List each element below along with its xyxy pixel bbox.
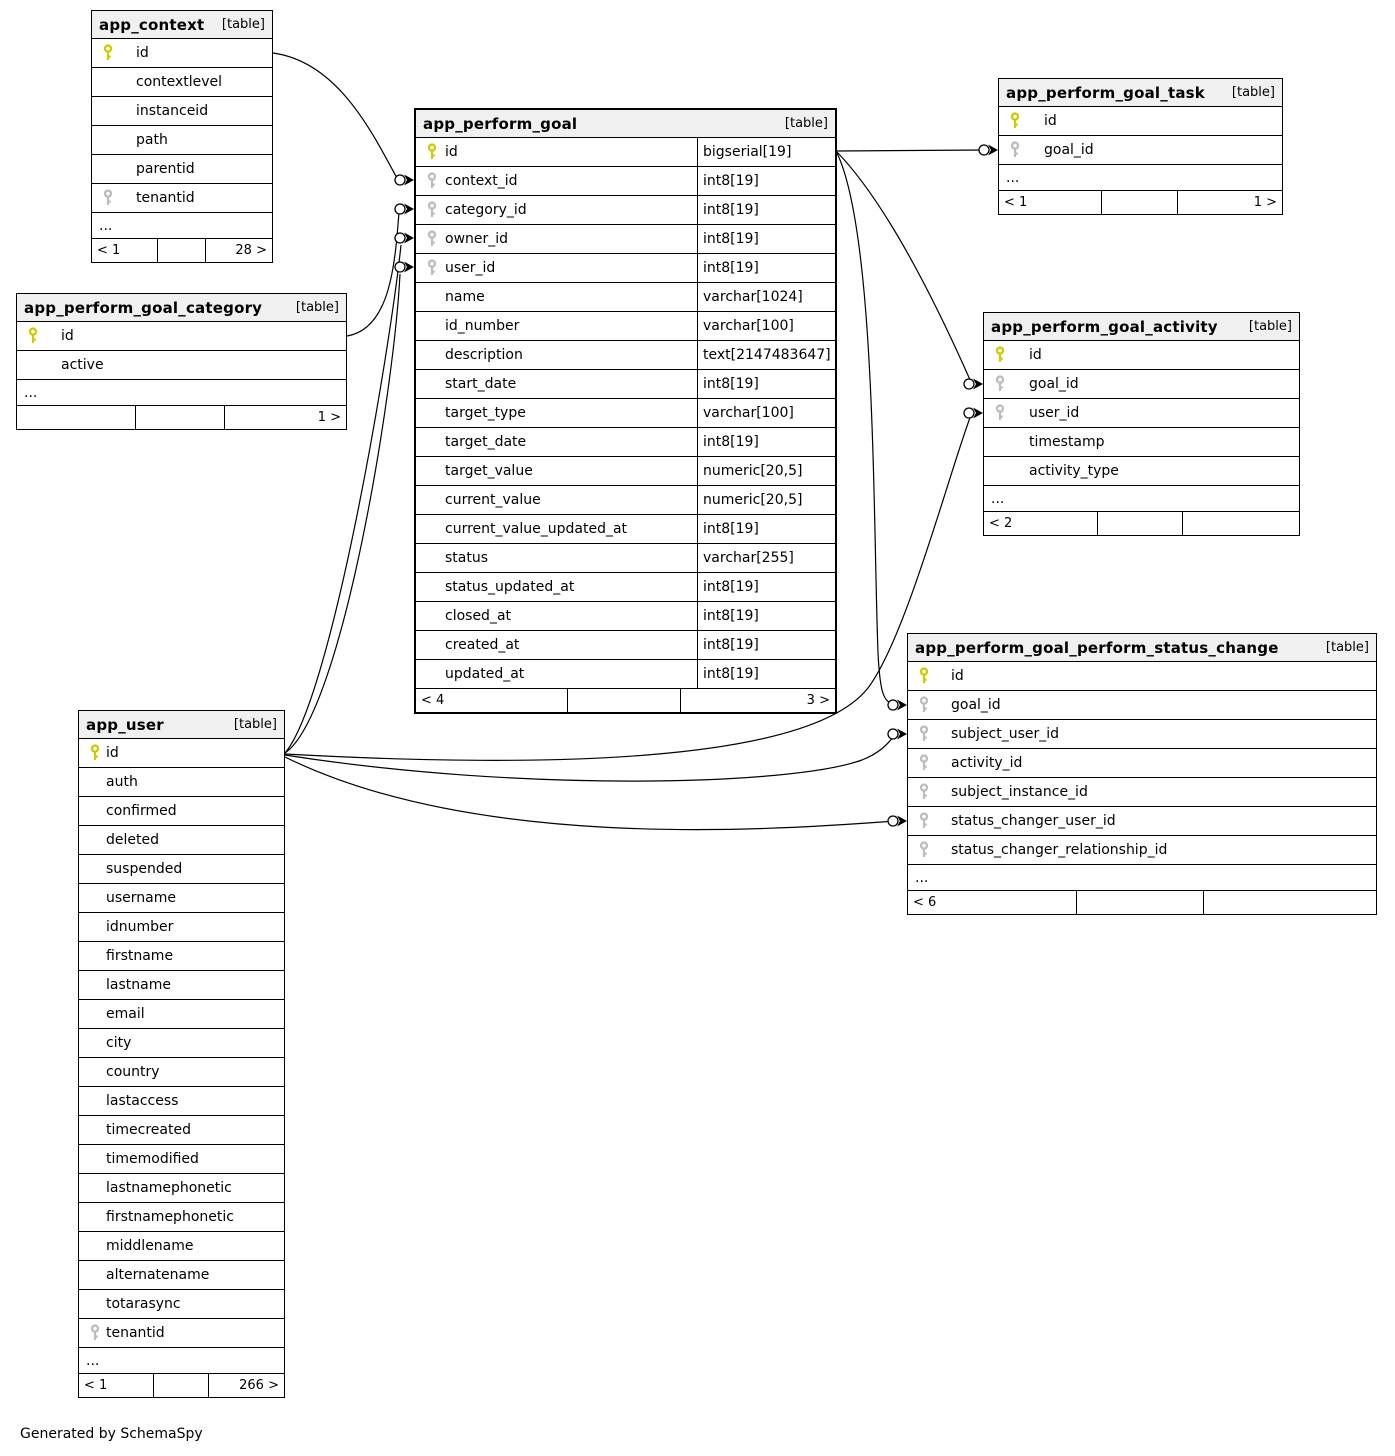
column-type: int8[19] xyxy=(697,573,835,601)
footer-parent-count: < 1 xyxy=(1004,195,1028,210)
foreign-key-icon xyxy=(1009,141,1021,159)
column-type: int8[19] xyxy=(697,167,835,195)
column-row-subject_instance_id xyxy=(908,778,1376,807)
foreign-key-icon xyxy=(918,696,930,714)
column-name: description xyxy=(445,347,523,363)
foreign-key-icon xyxy=(426,201,438,219)
column-row-current_value_updated_at xyxy=(416,515,835,544)
column-name: created_at xyxy=(445,637,520,653)
column-name: category_id xyxy=(445,202,527,218)
column-row-auth xyxy=(79,768,284,797)
column-name: active xyxy=(61,357,104,373)
column-row-current_value xyxy=(416,486,835,515)
column-name: path xyxy=(136,132,168,148)
column-row-id_number xyxy=(416,312,835,341)
column-row-parentid xyxy=(92,155,272,184)
column-name: target_type xyxy=(445,405,526,421)
column-row-lastaccess xyxy=(79,1087,284,1116)
column-row-user_id xyxy=(416,254,835,283)
column-row-description xyxy=(416,341,835,370)
column-row-updated_at xyxy=(416,660,835,689)
zero-or-one-circle xyxy=(964,408,974,418)
column-name: id xyxy=(106,745,119,761)
footer-parent-count: < 2 xyxy=(989,516,1013,531)
column-row-confirmed xyxy=(79,797,284,826)
column-row-subject_user_id xyxy=(908,720,1376,749)
column-name: closed_at xyxy=(445,608,512,624)
primary-key-icon xyxy=(1009,112,1021,130)
foreign-key-icon xyxy=(918,725,930,743)
zero-or-one-circle xyxy=(964,379,974,389)
column-name: username xyxy=(106,890,176,906)
footer-spacer xyxy=(153,1374,208,1397)
column-row-id xyxy=(908,662,1376,691)
column-name: status_changer_user_id xyxy=(951,813,1116,829)
table-header[interactable] xyxy=(984,313,1299,341)
column-row-activity_id xyxy=(908,749,1376,778)
column-row-firstname xyxy=(79,942,284,971)
column-name: id_number xyxy=(445,318,520,334)
zero-or-one-circle xyxy=(395,175,405,185)
column-name: activity_id xyxy=(951,755,1023,771)
column-name: firstname xyxy=(106,948,174,964)
column-name: goal_id xyxy=(951,697,1001,713)
column-row-lastnamephonetic xyxy=(79,1174,284,1203)
table-app_perform_goal_task[interactable] xyxy=(998,78,1283,215)
column-name: goal_id xyxy=(1029,376,1079,392)
column-row-status_updated_at xyxy=(416,573,835,602)
generator-note: Generated by SchemaSpy xyxy=(20,1426,203,1442)
foreign-key-icon xyxy=(918,754,930,772)
foreign-key-icon xyxy=(918,783,930,801)
column-row-contextlevel xyxy=(92,68,272,97)
column-name: timemodified xyxy=(106,1151,199,1167)
table-title: app_user xyxy=(86,715,164,734)
table-footer xyxy=(984,512,1299,535)
column-row-id xyxy=(416,138,835,167)
column-row-goal_id xyxy=(984,370,1299,399)
footer-spacer xyxy=(1101,191,1177,214)
relationship-app_user.id-to-app_perform_goal_perform_status_change.status_changer_user_id xyxy=(285,757,907,830)
column-row-id xyxy=(999,107,1282,136)
table-footer xyxy=(999,191,1282,214)
column-name: idnumber xyxy=(106,919,174,935)
more-columns-ellipsis: ... xyxy=(17,380,346,406)
column-row-id xyxy=(92,39,272,68)
foreign-key-arrowhead xyxy=(988,145,998,156)
column-name: alternatename xyxy=(106,1267,210,1283)
table-title: app_perform_goal_task xyxy=(1006,83,1205,102)
column-row-id xyxy=(79,739,284,768)
zero-or-one-circle xyxy=(979,145,989,155)
column-name: parentid xyxy=(136,161,195,177)
column-name: city xyxy=(106,1035,132,1051)
column-row-category_id xyxy=(416,196,835,225)
footer-spacer xyxy=(1097,512,1182,535)
column-name: id xyxy=(1044,113,1057,129)
column-name: instanceid xyxy=(136,103,209,119)
foreign-key-icon xyxy=(426,172,438,190)
table-title: app_context xyxy=(99,15,205,34)
column-row-name xyxy=(416,283,835,312)
column-type: text[2147483647] xyxy=(697,341,835,369)
column-row-user_id xyxy=(984,399,1299,428)
more-columns-ellipsis: ... xyxy=(999,165,1282,191)
footer-child-count: 1 > xyxy=(1177,191,1282,214)
column-name: id xyxy=(136,45,149,61)
table-badge: [table] xyxy=(221,17,265,32)
table-footer xyxy=(416,689,835,712)
table-title: app_perform_goal_perform_status_change xyxy=(915,638,1279,657)
column-row-goal_id xyxy=(908,691,1376,720)
column-row-suspended xyxy=(79,855,284,884)
column-row-id xyxy=(17,322,346,351)
column-type: int8[19] xyxy=(697,428,835,456)
column-name: current_value xyxy=(445,492,541,508)
column-name: country xyxy=(106,1064,160,1080)
footer-spacer xyxy=(157,239,206,262)
foreign-key-arrowhead xyxy=(404,175,414,186)
column-row-firstnamephonetic xyxy=(79,1203,284,1232)
column-name: current_value_updated_at xyxy=(445,521,628,537)
column-row-id xyxy=(984,341,1299,370)
table-app_user[interactable] xyxy=(78,710,285,1398)
table-title: app_perform_goal_activity xyxy=(991,317,1218,336)
column-name: id xyxy=(445,144,458,160)
column-name: id xyxy=(951,668,964,684)
table-badge: [table] xyxy=(1248,319,1292,334)
column-type: int8[19] xyxy=(697,196,835,224)
column-type: varchar[100] xyxy=(697,399,835,427)
zero-or-one-circle xyxy=(888,816,898,826)
column-row-middlename xyxy=(79,1232,284,1261)
footer-child-count: 3 > xyxy=(680,689,835,712)
column-row-target_value xyxy=(416,457,835,486)
foreign-key-icon xyxy=(426,259,438,277)
column-name: timecreated xyxy=(106,1122,191,1138)
column-row-closed_at xyxy=(416,602,835,631)
column-row-country xyxy=(79,1058,284,1087)
foreign-key-arrowhead xyxy=(897,700,907,711)
table-header[interactable] xyxy=(79,711,284,739)
table-app_perform_goal_activity[interactable] xyxy=(983,312,1300,536)
column-type: int8[19] xyxy=(697,602,835,630)
column-row-created_at xyxy=(416,631,835,660)
footer-spacer xyxy=(567,689,680,712)
more-columns-ellipsis: ... xyxy=(984,486,1299,512)
primary-key-icon xyxy=(102,44,114,62)
column-type: varchar[100] xyxy=(697,312,835,340)
column-name: id xyxy=(1029,347,1042,363)
column-row-totarasync xyxy=(79,1290,284,1319)
column-type: int8[19] xyxy=(697,631,835,659)
primary-key-icon xyxy=(994,346,1006,364)
table-header[interactable] xyxy=(999,79,1282,107)
foreign-key-icon xyxy=(918,841,930,859)
column-name: subject_user_id xyxy=(951,726,1060,742)
column-name: lastname xyxy=(106,977,171,993)
table-footer xyxy=(79,1374,284,1397)
column-row-status xyxy=(416,544,835,573)
foreign-key-arrowhead xyxy=(897,729,907,740)
footer-parent-count: < 1 xyxy=(97,243,121,258)
footer-child-count: 1 > xyxy=(224,406,346,429)
column-row-status_changer_relationship_id xyxy=(908,836,1376,865)
table-app_context[interactable] xyxy=(91,10,273,263)
column-row-alternatename xyxy=(79,1261,284,1290)
foreign-key-icon xyxy=(426,230,438,248)
table-header[interactable] xyxy=(92,11,272,39)
column-row-timestamp xyxy=(984,428,1299,457)
table-badge: [table] xyxy=(1231,85,1275,100)
footer-child-count: 28 > xyxy=(205,239,272,262)
column-name: firstnamephonetic xyxy=(106,1209,234,1225)
foreign-key-arrowhead xyxy=(973,408,983,419)
column-name: auth xyxy=(106,774,138,790)
table-title: app_perform_goal xyxy=(423,114,578,133)
table-header[interactable] xyxy=(416,110,835,138)
more-columns-ellipsis: ... xyxy=(908,865,1376,891)
column-name: confirmed xyxy=(106,803,177,819)
column-row-activity_type xyxy=(984,457,1299,486)
column-row-context_id xyxy=(416,167,835,196)
footer-child-count xyxy=(1203,891,1376,914)
relationship-app_perform_goal_category.id-to-app_perform_goal.category_id xyxy=(347,204,414,337)
footer-parent-count xyxy=(17,406,135,429)
zero-or-one-circle xyxy=(395,233,405,243)
column-name: status_updated_at xyxy=(445,579,575,595)
table-app_perform_goal_perform_status_change[interactable] xyxy=(907,633,1377,915)
column-name: deleted xyxy=(106,832,159,848)
foreign-key-icon xyxy=(102,189,114,207)
footer-parent-count: < 1 xyxy=(84,1378,108,1393)
column-row-target_date xyxy=(416,428,835,457)
column-row-timecreated xyxy=(79,1116,284,1145)
column-type: varchar[255] xyxy=(697,544,835,572)
footer-child-count xyxy=(1182,512,1299,535)
column-name: status xyxy=(445,550,489,566)
table-header[interactable] xyxy=(17,294,346,322)
zero-or-one-circle xyxy=(888,700,898,710)
column-row-goal_id xyxy=(999,136,1282,165)
primary-key-icon xyxy=(89,744,101,762)
column-name: tenantid xyxy=(106,1325,165,1341)
column-name: lastnamephonetic xyxy=(106,1180,232,1196)
column-row-start_date xyxy=(416,370,835,399)
footer-parent-count: < 4 xyxy=(421,693,445,708)
column-name: status_changer_relationship_id xyxy=(951,842,1168,858)
column-name: tenantid xyxy=(136,190,195,206)
table-app_perform_goal[interactable] xyxy=(414,108,837,714)
column-type: int8[19] xyxy=(697,225,835,253)
column-type: varchar[1024] xyxy=(697,283,835,311)
column-type: int8[19] xyxy=(697,370,835,398)
column-row-active xyxy=(17,351,346,380)
more-columns-ellipsis: ... xyxy=(79,1348,284,1374)
column-name: goal_id xyxy=(1044,142,1094,158)
primary-key-icon xyxy=(426,143,438,161)
column-row-city xyxy=(79,1029,284,1058)
column-type: bigserial[19] xyxy=(697,138,835,166)
foreign-key-icon xyxy=(918,812,930,830)
column-name: email xyxy=(106,1006,145,1022)
table-badge: [table] xyxy=(295,300,339,315)
column-name: user_id xyxy=(1029,405,1080,421)
column-name: name xyxy=(445,289,485,305)
column-name: target_date xyxy=(445,434,527,450)
foreign-key-icon xyxy=(994,375,1006,393)
column-row-email xyxy=(79,1000,284,1029)
column-name: contextlevel xyxy=(136,74,223,90)
column-name: subject_instance_id xyxy=(951,784,1088,800)
column-name: middlename xyxy=(106,1238,194,1254)
zero-or-one-circle xyxy=(395,204,405,214)
column-name: suspended xyxy=(106,861,183,877)
column-row-tenantid xyxy=(92,184,272,213)
footer-child-count: 266 > xyxy=(208,1374,284,1397)
column-name: id xyxy=(61,328,74,344)
relationship-app_perform_goal.id-to-app_perform_goal_perform_status_change.goal_id xyxy=(837,153,907,711)
column-type: int8[19] xyxy=(697,660,835,688)
zero-or-one-circle xyxy=(395,262,405,272)
column-row-tenantid xyxy=(79,1319,284,1348)
column-name: owner_id xyxy=(445,231,509,247)
column-name: totarasync xyxy=(106,1296,181,1312)
column-name: timestamp xyxy=(1029,434,1105,450)
column-type: numeric[20,5] xyxy=(697,457,835,485)
relationship-app_user.id-to-app_perform_goal_perform_status_change.subject_user_id xyxy=(285,729,907,782)
table-badge: [table] xyxy=(1325,640,1369,655)
column-name: target_value xyxy=(445,463,533,479)
table-badge: [table] xyxy=(233,717,277,732)
foreign-key-arrowhead xyxy=(404,204,414,215)
foreign-key-icon xyxy=(994,404,1006,422)
column-row-status_changer_user_id xyxy=(908,807,1376,836)
table-footer xyxy=(908,891,1376,914)
column-name: context_id xyxy=(445,173,518,189)
column-row-target_type xyxy=(416,399,835,428)
column-type: int8[19] xyxy=(697,254,835,282)
column-row-instanceid xyxy=(92,97,272,126)
foreign-key-icon xyxy=(89,1324,101,1342)
column-row-idnumber xyxy=(79,913,284,942)
column-name: start_date xyxy=(445,376,517,392)
column-row-path xyxy=(92,126,272,155)
foreign-key-arrowhead xyxy=(404,233,414,244)
table-footer xyxy=(92,239,272,262)
footer-spacer xyxy=(1076,891,1202,914)
column-name: user_id xyxy=(445,260,496,276)
table-header[interactable] xyxy=(908,634,1376,662)
table-footer xyxy=(17,406,346,429)
relationship-app_perform_goal.id-to-app_perform_goal_task.goal_id xyxy=(837,145,998,156)
column-row-timemodified xyxy=(79,1145,284,1174)
column-name: activity_type xyxy=(1029,463,1119,479)
more-columns-ellipsis: ... xyxy=(92,213,272,239)
relationship-app_perform_goal.id-to-app_perform_goal_activity.goal_id xyxy=(837,152,983,390)
foreign-key-arrowhead xyxy=(404,262,414,273)
foreign-key-arrowhead xyxy=(897,816,907,827)
column-type: int8[19] xyxy=(697,515,835,543)
table-badge: [table] xyxy=(784,116,828,131)
column-row-username xyxy=(79,884,284,913)
primary-key-icon xyxy=(27,327,39,345)
column-row-lastname xyxy=(79,971,284,1000)
column-row-deleted xyxy=(79,826,284,855)
column-name: updated_at xyxy=(445,666,525,682)
foreign-key-arrowhead xyxy=(973,379,983,390)
column-type: numeric[20,5] xyxy=(697,486,835,514)
column-name: lastaccess xyxy=(106,1093,179,1109)
footer-parent-count: < 6 xyxy=(913,895,937,910)
footer-spacer xyxy=(135,406,224,429)
zero-or-one-circle xyxy=(888,729,898,739)
column-row-owner_id xyxy=(416,225,835,254)
table-app_perform_goal_category[interactable] xyxy=(16,293,347,430)
relationship-app_context.id-to-app_perform_goal.context_id xyxy=(273,53,414,186)
table-title: app_perform_goal_category xyxy=(24,298,263,317)
primary-key-icon xyxy=(918,667,930,685)
